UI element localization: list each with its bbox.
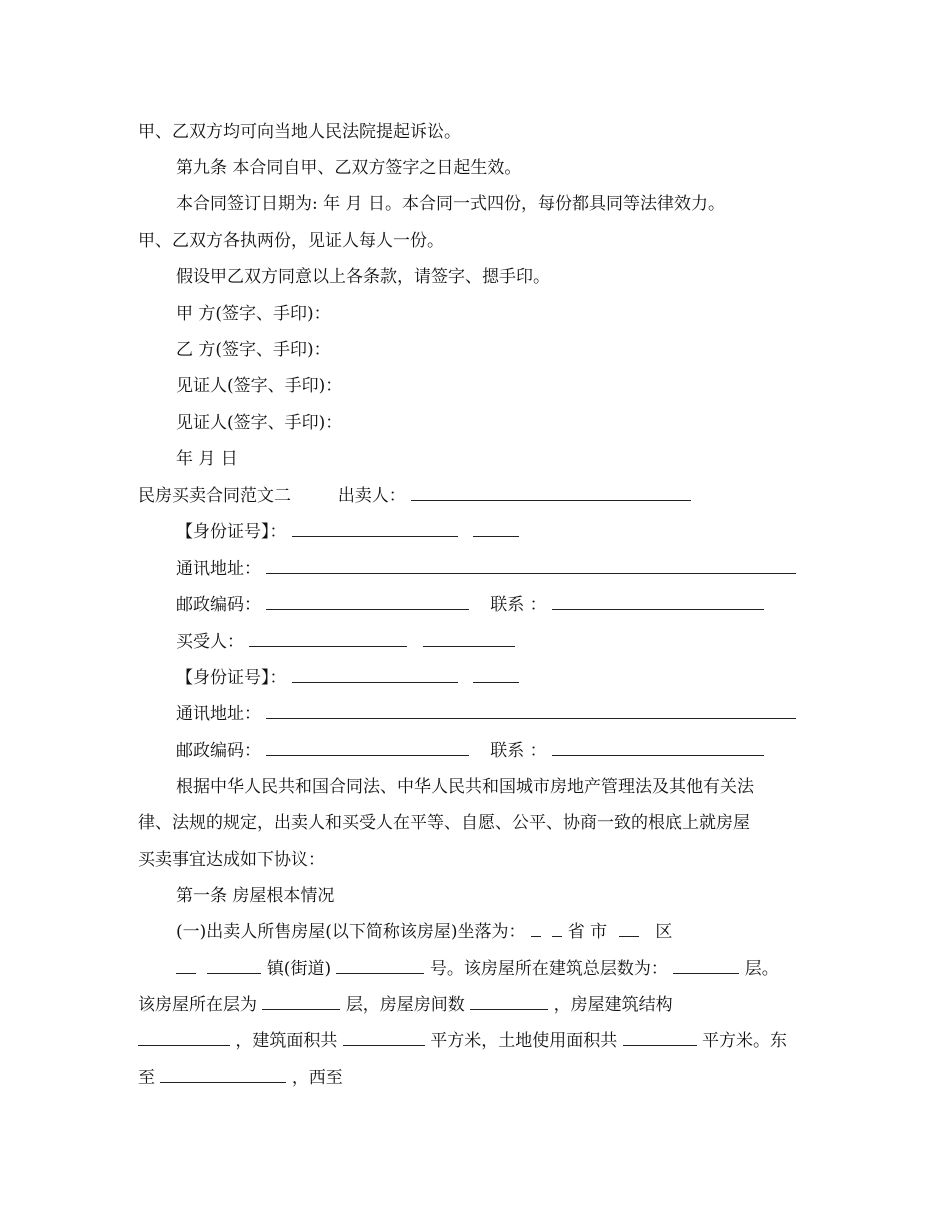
seller-postcode-blank xyxy=(266,593,469,610)
seller-id-blank xyxy=(473,520,519,537)
structure-label: ，房屋建筑结构 xyxy=(553,995,673,1015)
location-label: (一)出卖人所售房屋(以下简称该房屋)坐落为： xyxy=(176,922,526,942)
buyer-postcode-blank xyxy=(266,739,469,756)
preamble-line: 律、法规的规定，出卖人和买受人在平等、自愿、公平、协商一致的根底上就房屋 xyxy=(138,813,750,833)
floors-label: 层。 xyxy=(744,959,779,979)
number-blank xyxy=(336,957,424,974)
text-line: 甲、乙双方均可向当地人民法院提起诉讼。 xyxy=(138,122,461,142)
buyer-id-row xyxy=(176,666,519,690)
buyer-row xyxy=(176,630,515,654)
form-title-row xyxy=(138,484,691,508)
buyer-address-label: 通讯地址： xyxy=(176,704,261,724)
preamble-line: 买卖事宜达成如下协议： xyxy=(138,850,325,870)
buyer-id-blank xyxy=(292,666,458,683)
buyer-postcode-label: 邮政编码： xyxy=(176,741,261,761)
building-area-label: ，建筑面积共 xyxy=(235,1031,338,1051)
seller-address-blank xyxy=(266,557,796,574)
boundary-row xyxy=(138,1066,343,1090)
district-label: 区 xyxy=(655,922,673,942)
seller-label: 出卖人： xyxy=(337,486,406,506)
province-blank xyxy=(552,920,562,937)
location-row xyxy=(176,920,672,944)
text-line: 甲、乙双方各执两份，见证人每人一份。 xyxy=(138,231,444,251)
buyer-id-blank xyxy=(473,666,519,683)
party-b-signature: 乙 方(签字、手印)： xyxy=(176,340,331,360)
preamble-line: 根据中华人民共和国合同法、中华人民共和国城市房地产管理法及其他有关法 xyxy=(176,777,754,797)
form-title: 民房买卖合同范文二 xyxy=(138,486,291,506)
floor-blank xyxy=(262,993,340,1010)
land-area-label: 平方米，土地使用面积共 xyxy=(430,1031,618,1051)
area-row xyxy=(138,1029,787,1053)
building-area-blank xyxy=(343,1029,425,1046)
town-label: 镇(街道) xyxy=(266,959,332,979)
sign-date-line: 本合同签订日期为: 年 月 日。本合同一式四份，每份都具同等法律效力。 xyxy=(176,194,725,214)
rooms-blank xyxy=(470,993,548,1010)
rooms-label: 层，房屋房间数 xyxy=(345,995,465,1015)
buyer-label: 买受人： xyxy=(176,632,244,652)
east-blank xyxy=(160,1066,286,1083)
province-city-label: 省 市 xyxy=(567,922,608,942)
buyer-blank xyxy=(423,630,515,647)
floor-label: 该房屋所在层为 xyxy=(138,995,257,1015)
article-1-heading: 第一条 房屋根本情况 xyxy=(176,886,335,906)
buyer-id-label: 【身份证号】： xyxy=(176,668,287,688)
total-floors-blank xyxy=(673,957,739,974)
seller-blank xyxy=(411,484,691,501)
structure-blank xyxy=(138,1029,230,1046)
district-blank xyxy=(176,957,196,974)
party-a-signature: 甲 方(签字、手印)： xyxy=(176,304,331,324)
text-line: 假设甲乙双方同意以上各条款，请签字、摁手印。 xyxy=(176,267,550,287)
seller-postcode-row xyxy=(176,593,764,617)
seller-id-blank xyxy=(292,520,458,537)
west-label: ，西至 xyxy=(291,1068,343,1088)
seller-address-label: 通讯地址： xyxy=(176,559,261,579)
date-line: 年 月 日 xyxy=(176,449,238,469)
town-blank xyxy=(207,957,261,974)
buyer-postcode-row xyxy=(176,739,764,763)
city-blank xyxy=(619,920,639,937)
witness-signature: 见证人(签字、手印)： xyxy=(176,413,343,433)
number-label: 号。该房屋所在建筑总层数为： xyxy=(429,959,668,979)
seller-id-row xyxy=(176,520,519,544)
seller-postcode-label: 邮政编码： xyxy=(176,595,261,615)
buyer-address-blank xyxy=(266,702,796,719)
floor-row xyxy=(138,993,673,1017)
land-area-blank xyxy=(623,1029,697,1046)
province-blank xyxy=(531,920,541,937)
seller-address-row xyxy=(176,557,796,581)
buyer-address-row xyxy=(176,702,796,726)
article-9: 第九条 本合同自甲、乙双方签字之日起生效。 xyxy=(176,158,522,178)
buyer-contact-blank xyxy=(552,739,764,756)
east-to-label: 至 xyxy=(138,1068,155,1088)
buyer-contact-label: 联系 ： xyxy=(490,741,547,761)
witness-signature: 见证人(签字、手印)： xyxy=(176,376,343,396)
seller-contact-label: 联系 ： xyxy=(490,595,547,615)
seller-id-label: 【身份证号】： xyxy=(176,522,287,542)
seller-contact-blank xyxy=(552,593,764,610)
street-row xyxy=(176,957,779,981)
east-label: 平方米。东 xyxy=(702,1031,788,1051)
buyer-blank xyxy=(249,630,407,647)
